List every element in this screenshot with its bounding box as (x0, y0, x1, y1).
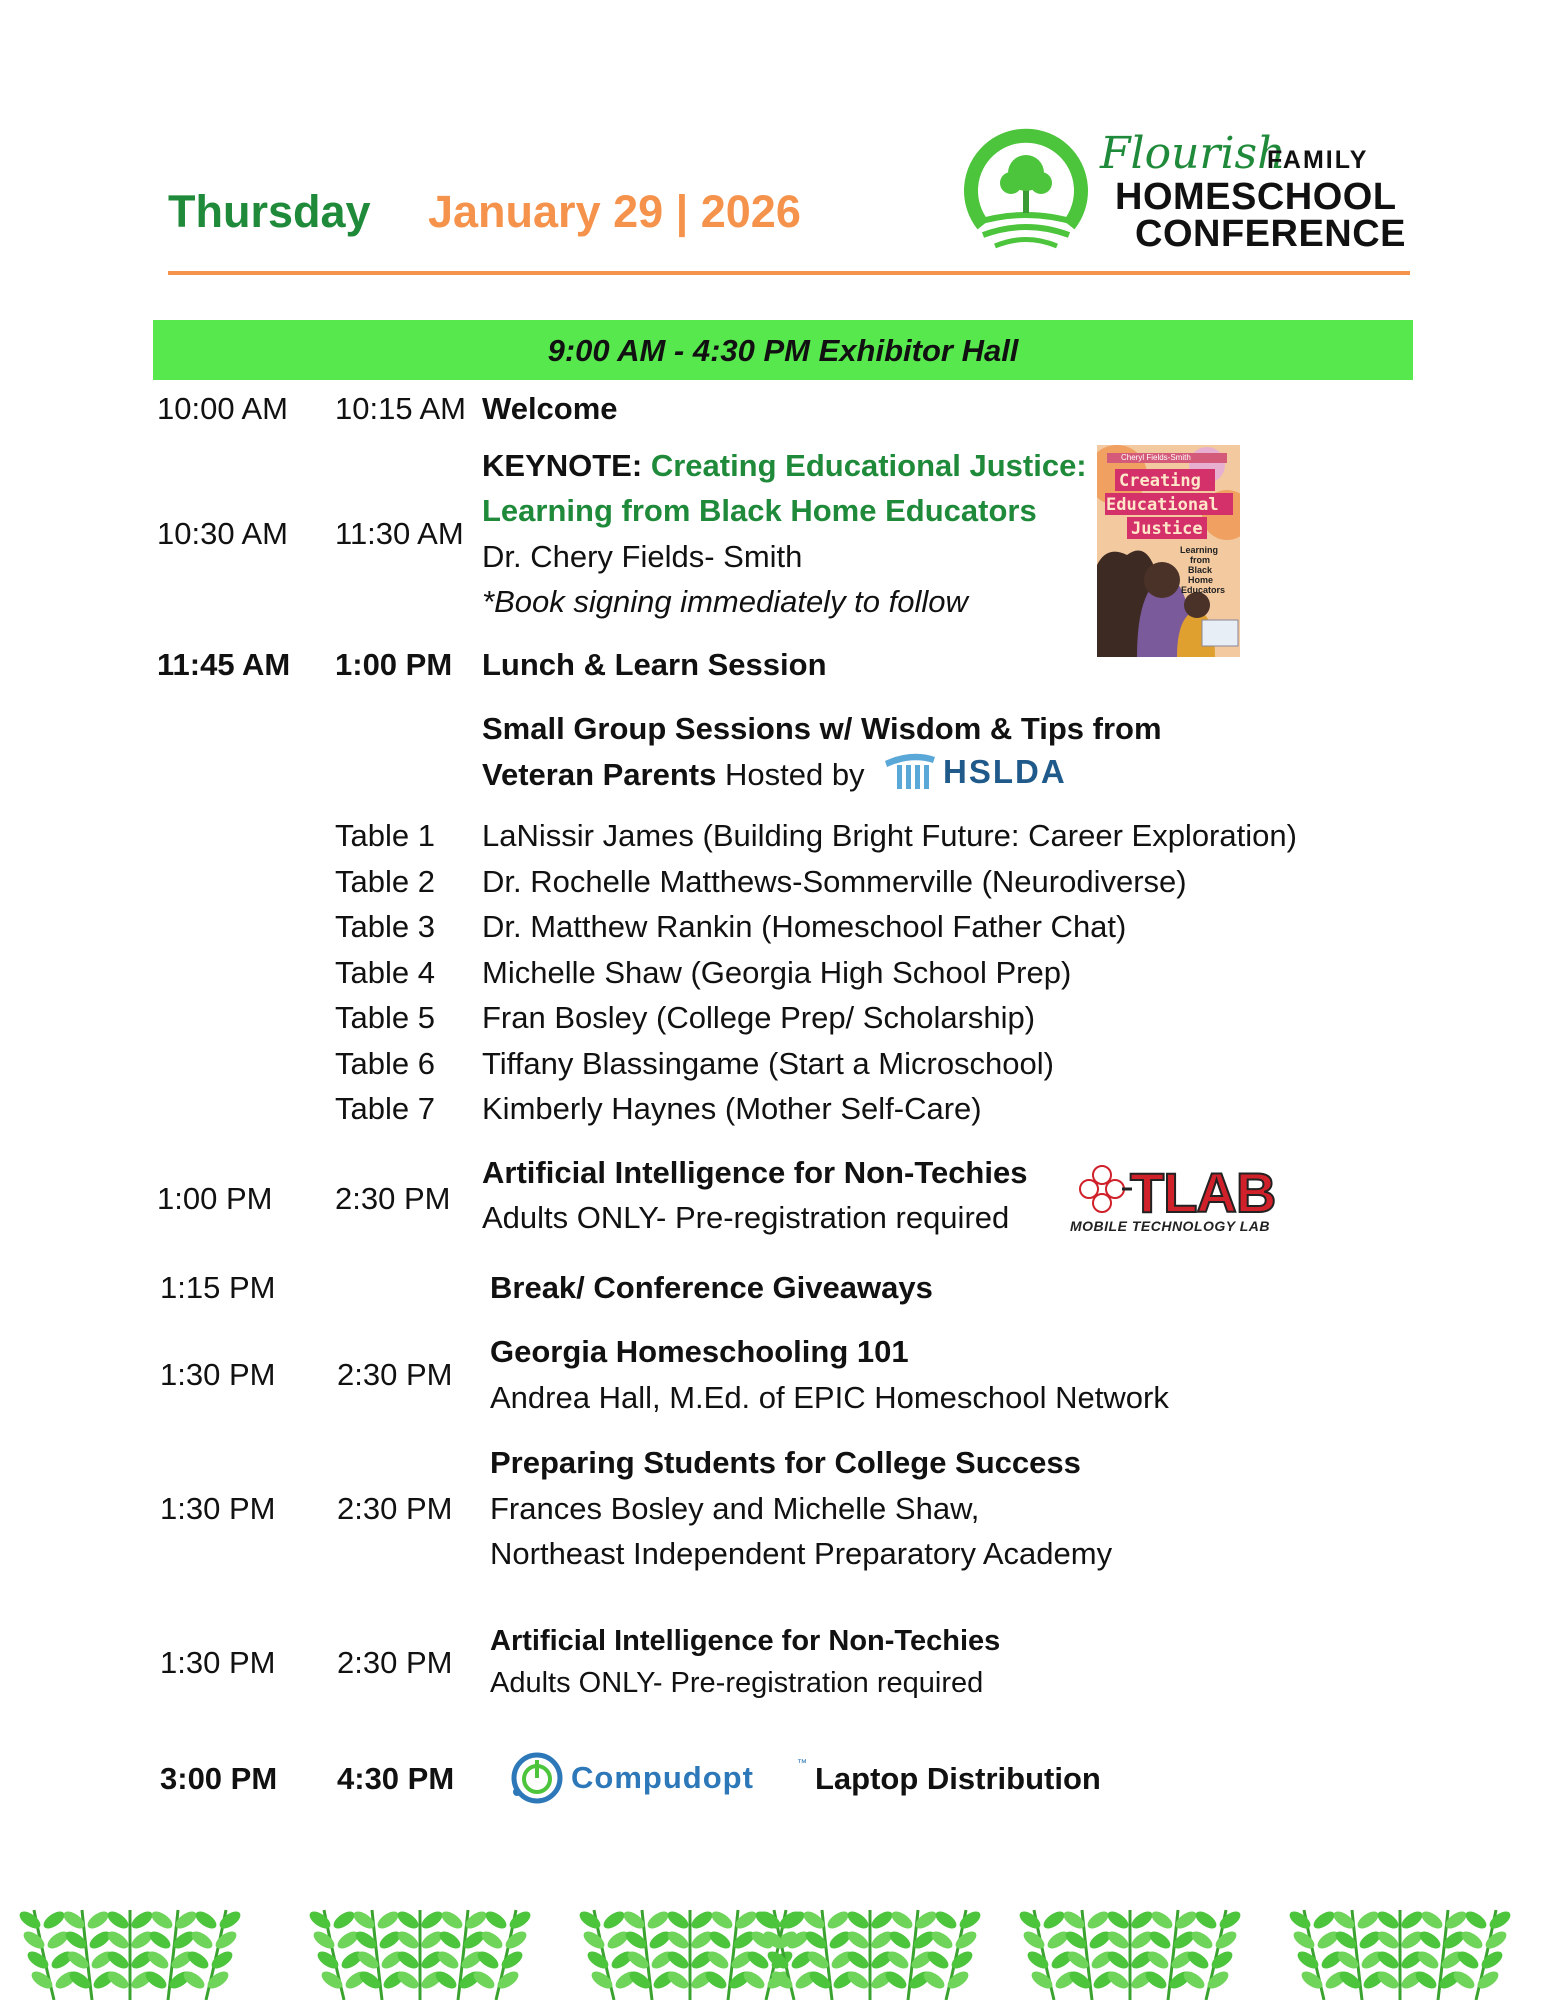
small-group-subheading (482, 757, 865, 793)
table-1-text: LaNissir James (Building Bright Future: Career Exploration) (482, 818, 1297, 853)
college-end-time: 2:30 PM (337, 1491, 453, 1526)
keynote-label: KEYNOTE: (482, 448, 643, 483)
tlab-logo-text: TLAB (1130, 1161, 1276, 1224)
book-subtitle-5: Educators (1181, 585, 1226, 595)
power-icon (507, 1748, 567, 1808)
georgia-subtitle: Andrea Hall, M.Ed. of EPIC Homeschool Network (490, 1380, 1169, 1415)
banner-text: 9:00 AM - 4:30 PM Exhibitor Hall (547, 333, 1019, 368)
date-heading: January 29 | 2026 (428, 186, 801, 237)
keynote-title-line1 (482, 448, 1087, 484)
table-3-label: Table 3 (335, 909, 435, 944)
welcome-title: Welcome (482, 391, 618, 426)
table-4-label: Table 4 (335, 955, 435, 990)
book-subtitle-4: Home (1188, 575, 1214, 585)
table-6-label: Table 6 (335, 1046, 435, 1081)
break-start-time: 1:15 PM (160, 1270, 276, 1305)
veteran-parents-text: Veteran Parents (482, 757, 717, 792)
table-3-text: Dr. Matthew Rankin (Homeschool Father Chat) (482, 909, 1127, 944)
table-6-text: Tiffany Blassingame (Start a Microschool) (482, 1046, 1054, 1081)
table-2-text: Dr. Rochelle Matthews-Sommerville (Neurodiverse) (482, 864, 1187, 899)
table-2-label: Table 2 (335, 864, 435, 899)
welcome-end-time: 10:15 AM (335, 391, 466, 426)
tlab-logo-subtext: MOBILE TECHNOLOGY LAB (1070, 1218, 1271, 1234)
break-title: Break/ Conference Giveaways (490, 1270, 933, 1305)
georgia-title: Georgia Homeschooling 101 (490, 1334, 909, 1369)
keynote-title-green: Creating Educational Justice: (650, 448, 1087, 483)
keynote-start-time: 10:30 AM (157, 516, 288, 551)
exhibitor-hall-banner (153, 320, 1413, 380)
book-subtitle-2: from (1190, 555, 1210, 565)
table-7-text: Kimberly Haynes (Mother Self-Care) (482, 1091, 982, 1126)
college-organization: Northeast Independent Preparatory Academy (490, 1536, 1113, 1571)
keynote-speaker: Dr. Chery Fields- Smith (482, 539, 803, 574)
leaf-border-decoration (0, 1880, 1545, 2000)
keynote-note: *Book signing immediately to follow (482, 584, 968, 619)
lunch-start-time: 11:45 AM (157, 647, 291, 682)
college-title: Preparing Students for College Success (490, 1445, 1081, 1480)
book-subtitle-3: Black (1188, 565, 1213, 575)
hosted-by-text: Hosted by (724, 757, 865, 792)
ai1-end-time: 2:30 PM (335, 1181, 451, 1216)
compudopt-logo-text: Compudopt (571, 1760, 754, 1795)
georgia-start-time: 1:30 PM (160, 1357, 276, 1392)
laptop-start-time: 3:00 PM (160, 1761, 278, 1796)
logo-family-word: FAMILY (1267, 146, 1369, 174)
keynote-title-line2: Learning from Black Home Educators (482, 493, 1037, 528)
table-7-label: Table 7 (335, 1091, 435, 1126)
table-1-label: Table 1 (335, 818, 435, 853)
logo-conference-word: CONFERENCE (1135, 213, 1407, 255)
ai1-subtitle: Adults ONLY- Pre-registration required (482, 1200, 1010, 1235)
ai1-start-time: 1:00 PM (157, 1181, 273, 1216)
compudopt-trademark: ™ (797, 1758, 807, 1769)
book-title-1: Creating (1119, 471, 1201, 491)
hslda-logo (883, 747, 1083, 795)
book-subtitle-1: Learning (1180, 545, 1219, 555)
college-start-time: 1:30 PM (160, 1491, 276, 1526)
college-presenters: Frances Bosley and Michelle Shaw, (490, 1491, 980, 1526)
laptop-title: Laptop Distribution (815, 1761, 1101, 1796)
ai1-title: Artificial Intelligence for Non-Techies (482, 1155, 1028, 1190)
ai2-end-time: 2:30 PM (337, 1645, 453, 1680)
logo-homeschool-word: HOMESCHOOL (1115, 176, 1397, 218)
hslda-logo-text: HSLDA (943, 753, 1067, 790)
book-title-2: Educational (1106, 495, 1219, 515)
ai2-start-time: 1:30 PM (160, 1645, 276, 1680)
lunch-title: Lunch & Learn Session (482, 647, 827, 682)
lunch-end-time: 1:00 PM (335, 647, 453, 682)
table-5-label: Table 5 (335, 1000, 435, 1035)
welcome-start-time: 10:00 AM (157, 391, 288, 426)
day-heading: Thursday (168, 186, 371, 237)
book-cover-image (1097, 445, 1240, 657)
book-author: Cheryl Fields-Smith (1121, 453, 1191, 462)
logo-script-word: Flourish (1100, 128, 1286, 179)
table-5-text: Fran Bosley (College Prep/ Scholarship) (482, 1000, 1036, 1035)
compudopt-logo (507, 1748, 809, 1808)
small-group-heading: Small Group Sessions w/ Wisdom & Tips from (482, 711, 1162, 746)
table-4-text: Michelle Shaw (Georgia High School Prep) (482, 955, 1072, 990)
book-title-3: Justice (1131, 519, 1203, 539)
ai2-subtitle: Adults ONLY- Pre-registration required (490, 1667, 984, 1699)
keynote-end-time: 11:30 AM (335, 516, 464, 551)
tlab-logo (1066, 1161, 1276, 1240)
conference-logo-tree-icon (963, 125, 1089, 255)
laptop-end-time: 4:30 PM (337, 1761, 455, 1796)
georgia-end-time: 2:30 PM (337, 1357, 453, 1392)
header-divider (168, 271, 1410, 275)
ai2-title: Artificial Intelligence for Non-Techies (490, 1625, 1001, 1657)
